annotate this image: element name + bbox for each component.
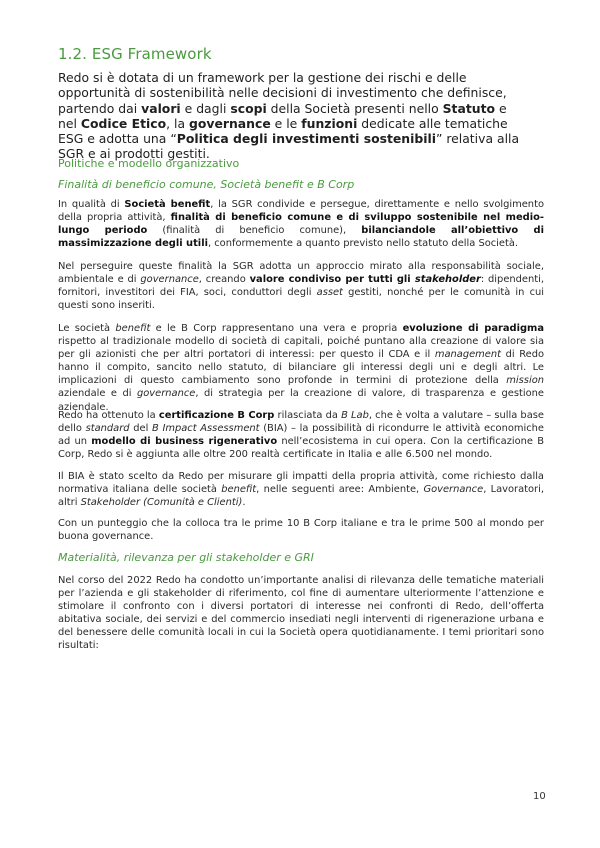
paragraph-materiality <box>58 574 544 653</box>
bold-text: Società benefit <box>124 199 211 210</box>
text-run: (finalità di beneficio comune), <box>147 225 362 237</box>
paragraph-benefit-company <box>58 198 544 250</box>
bold-text: governance <box>189 115 271 131</box>
bold-text: valore condiviso per tutti gli <box>249 274 415 286</box>
italic-text: Governance <box>423 484 484 496</box>
text-run: e nel <box>58 100 507 131</box>
paragraph-score <box>58 517 544 543</box>
italic-text: benefit <box>221 484 257 496</box>
text-run: del <box>129 423 152 435</box>
text-run: Redo si è dotata di un framework per la gestione dei rischi e delle opportunità di sostenibilità nelle decisioni di investimento che definisce, partendo dai <box>58 70 507 116</box>
text-run: della Società presenti nello <box>266 100 443 116</box>
italic-text: governance <box>136 388 196 400</box>
text-run: Nel perseguire queste finalità la SGR adotta un approccio mirato alla responsabilità sociale, ambientale e di <box>58 261 544 286</box>
text-run: , Lavoratori, altri <box>58 484 545 509</box>
bold-text: funzioni <box>301 115 358 131</box>
text-run: ” relativa alla SGR e ai prodotti gestiti. <box>58 131 520 162</box>
section-title-policies: Politiche e modello organizzativo <box>58 157 240 170</box>
paragraph-paradigm <box>58 322 544 414</box>
italic-text: mission <box>506 375 544 387</box>
text-run: , la <box>166 115 189 131</box>
text-run: In qualità di <box>58 199 125 210</box>
text-run: aziendale e di <box>58 388 137 400</box>
text-run: e le B Corp rappresentano una vera e propria <box>150 323 403 334</box>
text-run: : dipendenti, fornitori, investitori dei FIA, soci, conduttori degli <box>58 274 545 299</box>
text-run: Redo ha ottenuto la <box>58 410 159 421</box>
bold-text: finalità di beneficio comune e di sviluppo sostenibile nel medio-lungo periodo <box>58 212 544 237</box>
text-run: Le società <box>58 323 116 334</box>
section-heading: 1.2. ESG Framework <box>58 45 212 63</box>
bold-text: Politica degli investimenti sostenibili <box>176 131 436 147</box>
italic-text: standard <box>85 423 130 435</box>
bold-text: bilanciandole all’obiettivo di massimizzazione degli utili <box>58 225 544 250</box>
text-run: Nel corso del 2022 Redo ha condotto un’importante analisi di rilevanza delle tematiche materiali per l’azienda e gli stakeholder di riferimento, col fine di aumentare ulteriormente l’attenzione e stimolare il confronto con i diversi portatori di interesse nei confronti di Redo, dell’offerta abitativa sociale, dei servizi e del commercio insediati negli interventi di rigenerazione urbana e del benessere delle comunità locali in cui la Società opera quotidianamente. I temi prioritari sono risultati: <box>58 575 544 652</box>
text-run: (BIA) – la possibilità di ricondurre le attività economiche ad un <box>58 423 544 448</box>
text-run: e le <box>270 115 302 131</box>
text-run: Il BIA è stato scelto da Redo per misurare gli impatti della propria attività, come richiesto dalla normativa italiana delle società <box>58 471 544 496</box>
italic-text: management <box>434 349 502 361</box>
italic-text: benefit <box>115 323 151 334</box>
text-run: Con un punteggio che la colloca tra le prime 10 B Corp italiane e tra le prime 500 al mondo per buona governance. <box>58 518 544 543</box>
page-number: 10 <box>533 791 546 802</box>
italic-text: governance <box>140 274 199 286</box>
italic-text: asset <box>316 287 343 299</box>
bold-text: valori <box>141 100 181 116</box>
italic-text: Stakeholder (Comunità e Clienti) <box>80 497 243 509</box>
italic-text: B Impact Assessment <box>152 423 260 435</box>
bold-text: evoluzione di paradigma <box>402 323 544 334</box>
text-run: , che è volta a valutare – sulla base dello <box>58 410 544 435</box>
paragraph-bia <box>58 470 544 509</box>
bold-text: Statuto <box>442 100 496 116</box>
paragraph-approach <box>58 260 544 312</box>
text-run: rilasciata da <box>274 410 342 421</box>
text-run: , di strategia per la creazione di valore, di trasparenza e gestione aziendale. <box>58 388 544 413</box>
text-run: , conformemente a quanto previsto nello statuto della Società. <box>207 238 519 250</box>
italic-text: B Lab <box>341 410 369 421</box>
subsection-title-benefit: Finalità di beneficio comune, Società benefit e B Corp <box>58 178 355 191</box>
text-run: dedicate alle tematiche ESG e adotta una “ <box>58 115 508 147</box>
bold-text: certificazione B Corp <box>158 410 275 421</box>
bold-text: scopi <box>230 100 267 116</box>
text-run: rispetto al tradizionale modello di società di capitali, poiché puntano alla creazione di valore sia per gli azionisti che per altri portatori di interessi: per questo il CDA e il <box>58 336 544 361</box>
bold-text: modello di business rigenerativo <box>91 436 278 448</box>
text-run: gestiti, nonché per le comunità in cui questi sono inseriti. <box>58 287 544 312</box>
bold-text: Codice Etico <box>80 115 167 131</box>
subsection-title-materiality: Materialità, rilevanza per gli stakeholder e GRI <box>58 551 314 564</box>
text-run: di Redo hanno il compito, sancito nello statuto, di bilanciare gli interessi degli uni e degli altri. Le implicazioni di questo cambiamento sono profonde in termini di protezione della <box>58 349 545 387</box>
text-run: , nelle seguenti aree: Ambiente, <box>256 484 424 496</box>
text-run: . <box>242 497 246 509</box>
paragraph-bcorp-cert <box>58 409 544 461</box>
text-run: , la SGR condivide e persegue, direttamente e nello svolgimento della propria attività, <box>58 199 544 224</box>
text-run: nell’ecosistema in cui opera. Con la certificazione B Corp, Redo si è aggiunta alle oltre 200 realtà certificate in Italia e alle 6.500 nel mondo. <box>58 436 544 461</box>
text-run: , creando <box>198 274 250 286</box>
text-run: e dagli <box>180 100 231 116</box>
bold-italic-text: stakeholder <box>414 274 481 286</box>
intro-paragraph <box>58 70 528 162</box>
